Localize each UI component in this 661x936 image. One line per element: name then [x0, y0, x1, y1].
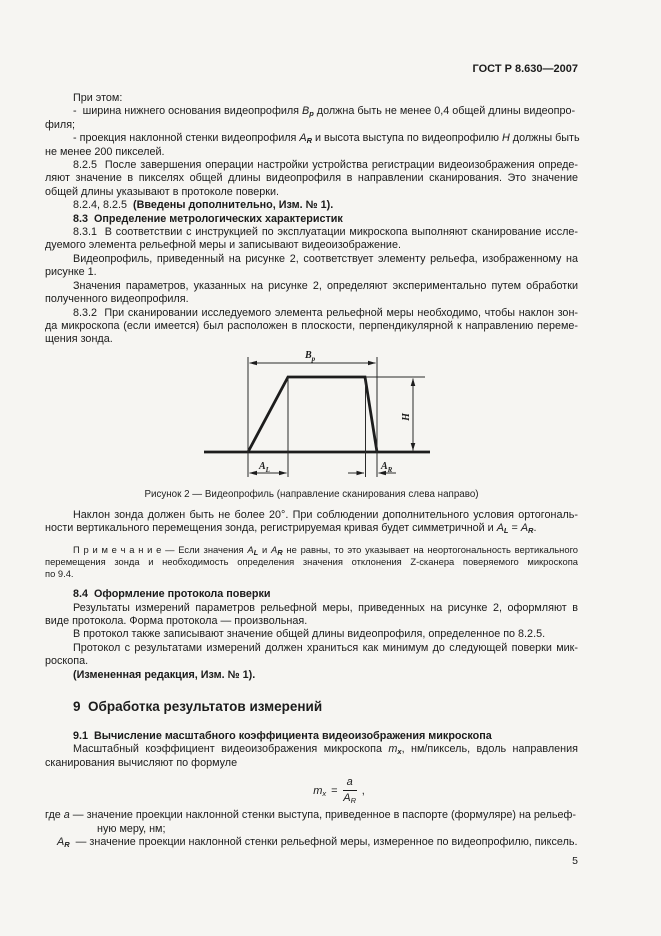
label-ar: $A_R$	[381, 460, 393, 474]
text-line: 8.3.1 В соответствии с инструкцией по эксплуатации микроскопа выполняют сканирование иссле-	[73, 226, 578, 239]
text-line: не менее 200 пикселей.	[45, 145, 165, 158]
label-bp: $B_p$	[305, 349, 316, 363]
note-line: перемещения зонда и необходимость определения значения отклонения Z-сканера поверяемого микроскопа	[45, 555, 578, 567]
formula-fraction: $\frac{a}{A_R}$	[343, 776, 357, 806]
subsection-heading-8-4: 8.4 Оформление протокола поверки	[73, 588, 271, 601]
section-heading-9: 9 Обработка результатов измерений	[73, 698, 323, 714]
formula-equals: =	[331, 784, 338, 797]
text-line: роскопа.	[45, 655, 89, 668]
text-line: 8.2.4, 8.2.5 (Введены дополнительно, Изм. № 1).	[73, 199, 334, 212]
text-line: общей длины указывают в протоколе поверки.	[45, 185, 280, 198]
text-line: ляют значение в пикселях общей длины видеопрофиля в направлении сканирования. Это значение	[45, 172, 578, 185]
formula-tail: ,	[361, 784, 365, 797]
text-line: 8.3.2 При сканировании исследуемого элемента рельефной меры необходимо, чтобы наклон зон-	[73, 306, 578, 319]
note-line: П р и м е ч а н и е — Если значения $A_L$ и $A_R$ не равны, то это указывает на неортогональность вертикального	[73, 543, 578, 557]
profile-path	[248, 377, 377, 452]
text-line: Протокол с результатами измерений должен храниться как минимум до следующей поверки мик-	[73, 641, 578, 654]
formula-scale-coefficient	[100, 776, 578, 805]
label-al: $A_L$	[259, 460, 270, 474]
text-line: Масштабный коэффициент видеоизображения микроскопа $m_x$, нм/пиксель, вдоль направления	[73, 743, 579, 757]
label-h: H	[401, 412, 412, 421]
text-line: - ширина нижнего основания видеопрофиля $B_p$ должна быть не менее 0,4 общей длины видеопро-	[73, 105, 576, 119]
page-number: 5	[572, 855, 578, 868]
figure-caption: Рисунок 2 — Видеопрофиль (направление сканирования слева направо)	[144, 488, 479, 500]
text-line: дуемого элемента рельефной меры и записывают видеоизображение.	[45, 239, 401, 252]
document-title: ГОСТ Р 8.630—2007	[472, 63, 578, 75]
note-line: по 9.4.	[45, 567, 74, 579]
text-line: - проекция наклонной стенки видеопрофиля $A_R$ и высота выступа по видеопрофилю H должны быть	[73, 132, 580, 146]
text-line: В протокол также записывают значение общей длины видеопрофиля, определенное по 8.2.5.	[73, 628, 546, 641]
definition-a: ную меру, нм;	[97, 822, 166, 835]
text-line: сканирования вычисляют по формуле	[45, 756, 238, 769]
subsection-heading-9-1: 9.1 Вычисление масштабного коэффициента видеоизображения микроскопа	[73, 729, 492, 742]
text-line: При этом:	[73, 92, 123, 104]
definition-ar: $A_R$ — значение проекции наклонной стенки рельефной меры, измеренное по видеопрофилю, пиксель.	[57, 836, 578, 850]
figure-videoprofile	[45, 344, 578, 501]
text-line: ности вертикального перемещения зонда, регистрируемая кривая будет симметричной и $A_L = A_R$.	[45, 522, 537, 536]
text-line: щения зонда.	[45, 333, 113, 346]
text-line: рисунке 1.	[45, 266, 97, 279]
text-block-top	[45, 92, 578, 347]
subsection-heading-8-3: 8.3 Определение метрологических характеристик	[73, 212, 343, 225]
text-line: полученного видеопрофиля.	[45, 293, 189, 306]
text-line: виде протокола. Форма протокола — произвольная.	[45, 614, 308, 627]
videoprofile-diagram	[202, 344, 432, 484]
formula-lhs: $m_x$	[313, 784, 327, 798]
text-line: филя;	[45, 118, 76, 131]
text-block-definitions	[45, 809, 578, 849]
text-line: Видеопрофиль, приведенный на рисунке 2, соответствует элементу рельефа, изображенному на	[73, 252, 578, 265]
definition-a: где a — значение проекции наклонной стенки выступа, приведенное в паспорте (формуляре) на рельеф-	[45, 809, 576, 822]
text-line: да микроскопа (если имеется) был расположен в плоскости, перпендикулярной к направлению переме-	[45, 319, 578, 332]
text-line: Наклон зонда должен быть не более 20°. При соблюдении дополнительного условия ортогональ-	[73, 508, 578, 521]
text-line: Значения параметров, указанных на рисунке 2, определяют экспериментально путем обработки	[73, 279, 578, 292]
text-line: (Измененная редакция, Изм. № 1).	[73, 668, 256, 681]
text-line: 8.2.5 После завершения операции настройки устройства регистрации видеоизображения опреде-	[73, 159, 578, 172]
text-block-middle	[45, 509, 578, 770]
text-line: Результаты измерений параметров рельефной меры, приведенных на рисунке 2, оформляют в	[73, 601, 578, 614]
